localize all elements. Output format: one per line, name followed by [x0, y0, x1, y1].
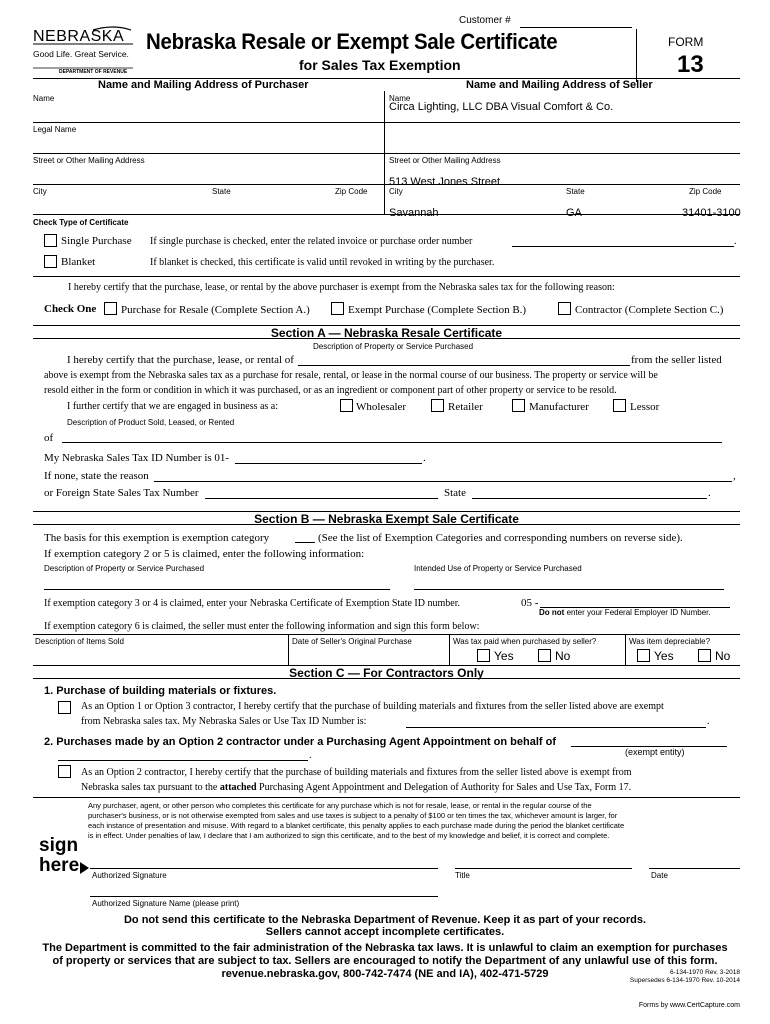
blanket-label: Blanket [61, 256, 96, 268]
section-a-title: Section A — Nebraska Resale Certificate [270, 326, 503, 340]
product-caption: Description of Product Sold, Leased, or Rented [67, 418, 235, 427]
penalty-line2: purchaser's business, or is not otherwise exempted from sales and use taxes is subject to a penalty of $100 or ten times the tax, whichever amount is larger, for [88, 811, 618, 820]
contractor-checkbox[interactable] [558, 302, 571, 315]
purchaser-street-label: Street or Other Mailing Address [33, 156, 145, 165]
rule-cert-type [33, 276, 740, 277]
authorized-signature-label: Authorized Signature [92, 871, 167, 880]
section-b-title: Section B — Nebraska Exempt Sale Certificate [254, 512, 519, 526]
penalty-line3: each instance of presentation and misuse. With regard to a blanket certificate, this penalty applies to each purchase made during the period the blanket certificate [88, 821, 625, 830]
revision-date: 6-134-1970 Rev. 3-2018 [670, 969, 740, 976]
tax-id-text: My Nebraska Sales Tax ID Number is 01- [44, 452, 230, 464]
foreign-tax-number-field[interactable] [205, 498, 438, 499]
nebraska-tax-id-field[interactable] [235, 463, 422, 464]
blanket-checkbox[interactable] [44, 255, 57, 268]
period-5: . [309, 750, 312, 761]
item2-line2-a: Nebraska sales tax pursuant to the [81, 782, 218, 793]
seller-street-label: Street or Other Mailing Address [389, 156, 501, 165]
printed-name-field[interactable] [90, 896, 438, 897]
single-purchase-text: If single purchase is checked, enter the related invoice or purchase order number [150, 236, 473, 247]
penalty-line4: is in effect. Under penalties of law, I declare that I am authorized to sign this certificate, and to the best of my knowledge and belief, it is correct and complete. [88, 831, 610, 840]
state-id-prefix: 05 - [521, 597, 539, 609]
retailer-checkbox[interactable] [431, 399, 444, 412]
lessor-label: Lessor [630, 401, 660, 413]
none-reason-field[interactable] [154, 481, 732, 482]
purchaser-zip-label: Zip Code [335, 187, 368, 196]
blanket-text: If blanket is checked, this certificate is valid until revoked in writing by the purchaser. [150, 257, 495, 268]
date-field[interactable] [649, 868, 740, 869]
supersedes-date: Supersedes 6-134-1970 Rev. 10-2014 [629, 977, 740, 984]
category-2-5-text: If exemption category 2 or 5 is claimed, enter the following information: [44, 548, 365, 560]
section-b-header [33, 511, 740, 525]
form-title: Nebraska Resale or Exempt Sale Certificate [146, 29, 558, 54]
rule-section-c-bottom [33, 797, 740, 798]
contractor-option-label: Contractor (Complete Section C.) [575, 304, 724, 316]
basis-text-start: The basis for this exemption is exemption category [44, 532, 270, 544]
wholesaler-checkbox[interactable] [340, 399, 353, 412]
customer-number-field[interactable] [520, 27, 632, 28]
logo-department: DEPARTMENT OF REVENUE [59, 69, 128, 75]
foreign-state-label: State [444, 487, 466, 499]
section-a-header [33, 325, 740, 339]
purchaser-city-label: City [33, 187, 47, 196]
col-depreciable: Was item depreciable? [629, 637, 711, 646]
lessor-checkbox[interactable] [613, 399, 626, 412]
form-subtitle: for Sales Tax Exemption [299, 57, 461, 73]
federal-id-note [539, 608, 711, 617]
authorized-signature-field[interactable] [90, 868, 438, 869]
section-a-line1-start: I hereby certify that the purchase, lease, or rental of [67, 354, 294, 366]
intended-use-field[interactable] [414, 589, 724, 590]
purchaser-state-label: State [212, 187, 231, 196]
penalty-line1: Any purchaser, agent, or other person who completes this certificate for any purchase which is not for resale, lease, or rental in the regular course of the [88, 801, 592, 810]
section-c-title: Section C — For Contractors Only [289, 666, 484, 680]
option2-checkbox[interactable] [58, 765, 71, 778]
depreciable-yes-label: Yes [654, 649, 674, 663]
section-a-line1-end: from the seller listed [631, 354, 722, 366]
property-description-label: Description of Property or Service Purchased [44, 564, 205, 573]
certcapture-credit: Forms by www.CertCapture.com [638, 1002, 740, 1009]
item2-line2-b: Purchasing Agent Appointment and Delegation of Authority for Sales and Use Tax, Form 17. [259, 782, 632, 793]
foreign-tax-text: or Foreign State Sales Tax Number [44, 487, 199, 499]
item2-line1: As an Option 2 contractor, I hereby certify that the purchase of building materials and fixtures from the seller listed above is exempt from [81, 767, 632, 778]
check-one-label: Check One [44, 303, 97, 315]
basis-text-end: (See the list of Exemption Categories and corresponding numbers on reverse side). [318, 532, 683, 544]
resale-option-label: Purchase for Resale (Complete Section A.) [121, 304, 310, 316]
property-description-field[interactable] [44, 589, 390, 590]
single-purchase-checkbox[interactable] [44, 234, 57, 247]
product-description-field[interactable] [62, 442, 722, 443]
printed-name-label: Authorized Signature Name (please print) [92, 899, 240, 908]
rule-city [33, 184, 740, 185]
rule-street [33, 153, 740, 154]
item1-line2: from Nebraska sales tax. My Nebraska Sales or Use Tax ID Number is: [81, 716, 367, 727]
sign-label: sign [39, 835, 79, 856]
sign-here-arrow-icon [80, 862, 89, 874]
option1-3-checkbox[interactable] [58, 701, 71, 714]
seller-name-value[interactable]: Circa Lighting, LLC DBA Visual Comfort & Co. [389, 101, 614, 113]
category-3-4-text: If exemption category 3 or 4 is claimed, enter your Nebraska Certificate of Exemption State ID number. [44, 598, 460, 609]
rule-legal [33, 122, 740, 123]
of-label: of [44, 432, 54, 444]
cert-type-heading: Check Type of Certificate [33, 218, 129, 227]
exempt-entity-field-cont[interactable] [58, 760, 308, 761]
col-tax-paid: Was tax paid when purchased by seller? [453, 637, 597, 646]
retailer-label: Retailer [448, 401, 483, 413]
col-items-sold: Description of Items Sold [35, 637, 124, 646]
footer-line2: Sellers cannot accept incomplete certificates. [265, 926, 505, 938]
wholesaler-label: Wholesaler [356, 401, 407, 413]
footer-line3: The Department is committed to the fair administration of the Nebraska tax laws. It is unlawful to claim an exemption for purchases [42, 942, 728, 954]
section-a-desc-caption: Description of Property or Service Purchased [313, 342, 474, 351]
table-top-rule [33, 634, 740, 635]
purchaser-heading: Name and Mailing Address of Purchaser [98, 79, 309, 91]
item2-heading: 2. Purchases made by an Option 2 contractor under a Purchasing Agent Appointment on behalf of [44, 736, 556, 748]
intended-use-label: Intended Use of Property or Service Purchased [414, 564, 582, 573]
business-type-text: I further certify that we are engaged in business as a: [67, 401, 279, 412]
seller-city-label: City [389, 187, 403, 196]
logo-wordmark: NEBRASKA [33, 28, 125, 45]
federal-id-note-text: enter your Federal Employer ID Number. [566, 608, 711, 617]
depreciable-no-checkbox[interactable] [698, 649, 711, 662]
logo-tagline: Good Life. Great Service. [33, 49, 129, 59]
section-a-line2: above is exempt from the Nebraska sales tax as a purchase for resale, rental, or lease in the normal course of our business. The property or service will be [44, 370, 658, 381]
depreciable-no-label: No [715, 649, 731, 663]
purchaser-legal-name-label: Legal Name [33, 125, 77, 134]
here-label: here [39, 855, 80, 876]
seller-street-value[interactable]: 513 West Jones Street [389, 176, 501, 188]
col-purchase-date: Date of Seller's Original Purchase [292, 637, 412, 646]
exemption-category-field[interactable] [295, 542, 315, 543]
comma-1: , [733, 470, 736, 482]
resale-property-field[interactable] [298, 365, 630, 366]
none-reason-text: If none, state the reason [44, 470, 149, 482]
contractor-tax-id-field[interactable] [406, 727, 706, 728]
purchaser-name-label: Name [33, 94, 55, 103]
seller-state-label: State [566, 187, 585, 196]
seller-zip-value[interactable]: 31401-3100 [682, 207, 741, 219]
header-divider [636, 29, 637, 82]
certify-reason-text: I hereby certify that the purchase, lease, or rental by the above purchaser is exempt from the Nebraska sales tax for the following reason: [68, 282, 615, 293]
exempt-entity-caption: (exempt entity) [625, 747, 685, 757]
single-purchase-label: Single Purchase [61, 235, 132, 247]
section-a-line3: resold either in the form or condition in which it was purchased, or as an ingredient or component part of other property or service to be resold. [44, 385, 617, 396]
item1-line1: As an Option 1 or Option 3 contractor, I hereby certify that the purchase of building materials and fixtures from the seller listed above are exempt [81, 701, 664, 712]
seller-name-label: Name [389, 94, 411, 103]
tax-paid-no-checkbox[interactable] [538, 649, 551, 662]
manufacturer-checkbox[interactable] [512, 399, 525, 412]
date-label: Date [651, 871, 668, 880]
footer-line1: Do not send this certificate to the Nebraska Department of Revenue. Keep it as part of your records. [123, 914, 646, 926]
table-col-3 [625, 634, 626, 665]
rule-address-bottom [33, 214, 740, 215]
section-c-header [33, 665, 740, 679]
item1-heading: 1. Purchase of building materials or fixtures. [44, 685, 277, 697]
federal-id-note-bold: Do not [539, 608, 565, 617]
seller-state-value[interactable]: GA [566, 207, 582, 219]
period-4: . [707, 716, 710, 727]
period-1: . [734, 236, 737, 247]
title-field[interactable] [455, 868, 632, 869]
invoice-number-field[interactable] [512, 246, 734, 247]
period-2: . [423, 452, 426, 464]
seller-city-value[interactable]: Savannah [389, 207, 439, 219]
title-label: Title [455, 871, 470, 880]
tax-paid-yes-label: Yes [494, 649, 514, 663]
form-label: FORM [668, 35, 704, 49]
item2-line2 [81, 782, 631, 793]
form-number: 13 [677, 51, 704, 78]
item2-line2-bold: attached [219, 782, 257, 793]
depreciable-yes-checkbox[interactable] [637, 649, 650, 662]
table-col-2 [449, 634, 450, 665]
tax-paid-yes-checkbox[interactable] [477, 649, 490, 662]
customer-number-label: Customer # [459, 15, 511, 26]
footer-line4: of property or services that are subject to tax. Sellers are encouraged to notify the Department of any unlawful use of this form. [52, 955, 718, 967]
table-col-1 [288, 634, 289, 665]
period-3: . [708, 487, 711, 499]
seller-heading: Name and Mailing Address of Seller [466, 79, 653, 91]
category-6-text: If exemption category 6 is claimed, the seller must enter the following information and sign this form below: [44, 621, 480, 632]
manufacturer-label: Manufacturer [529, 401, 589, 413]
seller-zip-label: Zip Code [689, 187, 722, 196]
footer-contact: revenue.nebraska.gov, 800-742-7474 (NE and IA), 402-471-5729 [221, 968, 549, 980]
nebraska-logo [33, 24, 133, 74]
exempt-purchase-checkbox[interactable] [331, 302, 344, 315]
foreign-state-field[interactable] [472, 498, 707, 499]
exempt-option-label: Exempt Purchase (Complete Section B.) [348, 304, 527, 316]
resale-checkbox[interactable] [104, 302, 117, 315]
tax-paid-no-label: No [555, 649, 571, 663]
